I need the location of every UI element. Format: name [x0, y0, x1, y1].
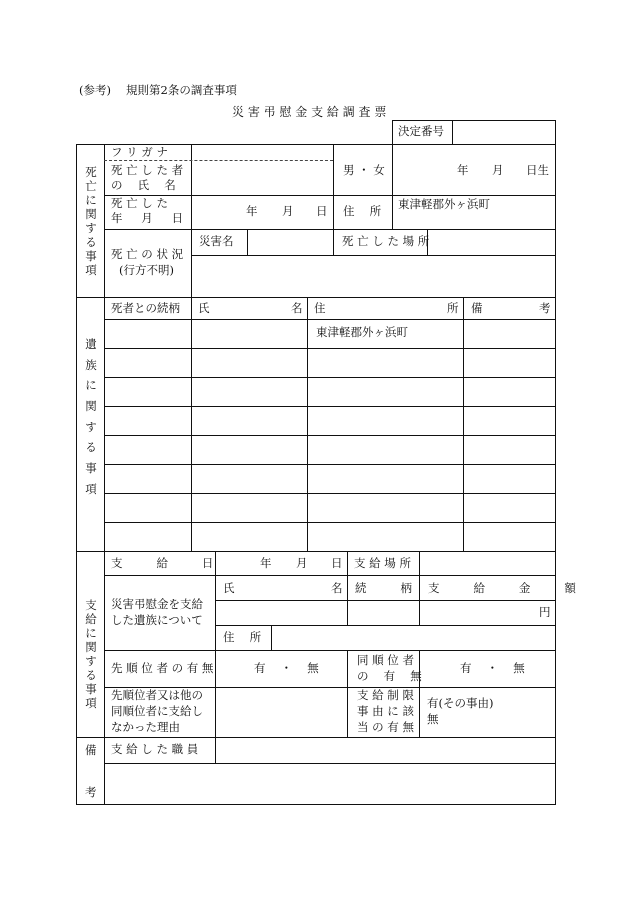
amount-label: 支 給 金 額	[428, 581, 576, 595]
decision-number-label: 決定番号	[398, 124, 444, 138]
payment-month-label: 月	[296, 556, 308, 570]
reason-field[interactable]	[216, 688, 346, 736]
death-section-label: 死 亡 に 関 す る 事 項	[85, 165, 97, 278]
remarks-header-a: 備	[471, 301, 483, 315]
staff-label: 支 給 し た 職 員	[111, 742, 199, 756]
death-situation-label-2: (行方不明)	[119, 263, 174, 277]
reference-label: (参考)	[79, 83, 111, 97]
family-address-field[interactable]	[272, 626, 554, 649]
death-date-label-2: 年 月 日	[111, 211, 184, 225]
birth-year-label: 年	[457, 163, 469, 177]
family-label-1: 災害弔慰金を支給	[111, 597, 203, 611]
relation-label: 続 柄	[355, 581, 412, 595]
death-date-label-1: 死 亡 し た	[111, 196, 168, 210]
death-day-label: 日	[316, 204, 328, 218]
payment-place-label: 支 給 場 所	[354, 556, 411, 570]
reason-label-1: 先順位者又は他の	[111, 688, 203, 702]
address-header-b: 所	[447, 301, 459, 315]
decision-number-field[interactable]	[453, 121, 554, 143]
same-order-label-2: の 有 無	[357, 669, 422, 683]
payment-year-label: 年	[260, 556, 272, 570]
family-label-2: した遺族について	[111, 613, 203, 627]
sex-choice[interactable]: 男 ・ 女	[343, 163, 385, 177]
death-situation-label-1: 死 亡 の 状 況	[111, 247, 184, 261]
family-name-label-a: 氏	[223, 581, 235, 595]
death-month-label: 月	[282, 204, 294, 218]
address-header-a: 住	[314, 301, 326, 315]
remarks-header-b: 考	[539, 301, 551, 315]
death-place-label: 死 亡 し た 場 所	[342, 234, 430, 248]
family-name-field[interactable]	[216, 601, 346, 624]
form-title: 災 害 弔 慰 金 支 給 調 査 票	[232, 105, 387, 119]
name-header-b: 名	[291, 301, 303, 315]
death-situation-field[interactable]	[192, 256, 554, 296]
death-place-field[interactable]	[428, 230, 554, 254]
furigana-label: フ リ ガ ナ	[111, 145, 168, 159]
reason-label-2: 同順位者に支給し	[111, 704, 203, 718]
furigana-field[interactable]	[192, 145, 332, 159]
remarks-label-b: 考	[85, 785, 97, 799]
priority-label: 先 順 位 者 の 有 無	[111, 661, 214, 675]
limit-label-2: 事 由 に 該	[357, 704, 414, 718]
relation-field[interactable]	[348, 601, 418, 624]
family-address-label: 住 所	[223, 630, 262, 644]
address-label: 住 所	[343, 204, 382, 218]
first-row-address[interactable]: 東津軽郡外ヶ浜町	[316, 325, 408, 339]
birth-month-label: 月	[492, 163, 504, 177]
form-subject: 規則第2条の調査事項	[126, 83, 237, 97]
birth-day-label: 日生	[526, 163, 549, 177]
payment-day-label: 日	[331, 556, 343, 570]
limit-value-no[interactable]: 無	[427, 712, 439, 726]
same-order-label-1: 同 順 位 者	[357, 653, 414, 667]
same-order-choice[interactable]: 有 ・ 無	[460, 661, 525, 675]
deceased-name-label-1: 死 亡 し た 者	[111, 163, 184, 177]
name-header-a: 氏	[198, 301, 210, 315]
reason-label-3: なかった理由	[111, 720, 180, 734]
remarks-label-a: 備	[85, 743, 97, 757]
yen-unit: 円	[539, 605, 551, 619]
payment-place-field[interactable]	[420, 552, 554, 574]
death-year-label: 年	[246, 204, 258, 218]
limit-label-3: 当 の 有 無	[357, 720, 414, 734]
bereaved-section-label: 遺 族 に 関 す る 事 項	[85, 337, 97, 496]
staff-field[interactable]	[216, 738, 554, 762]
disaster-name-label: 災害名	[199, 234, 234, 248]
remarks-field[interactable]	[105, 764, 554, 803]
relation-header: 死者との続柄	[111, 301, 180, 315]
disaster-name-field[interactable]	[248, 230, 332, 254]
payment-date-label: 支 給 日	[111, 556, 214, 570]
table-bottom-border	[76, 804, 556, 805]
deceased-name-label-2: の 氏 名	[111, 178, 176, 192]
payment-section-label: 支 給 に 関 す る 事 項	[85, 598, 97, 711]
limit-label-1: 支 給 制 限	[357, 688, 414, 702]
limit-value-yes[interactable]: 有(その事由)	[427, 696, 494, 710]
deceased-name-field[interactable]	[192, 161, 332, 194]
family-name-label-b: 名	[331, 581, 343, 595]
priority-choice[interactable]: 有 ・ 無	[254, 661, 319, 675]
address-value[interactable]: 東津軽郡外ヶ浜町	[398, 197, 490, 211]
